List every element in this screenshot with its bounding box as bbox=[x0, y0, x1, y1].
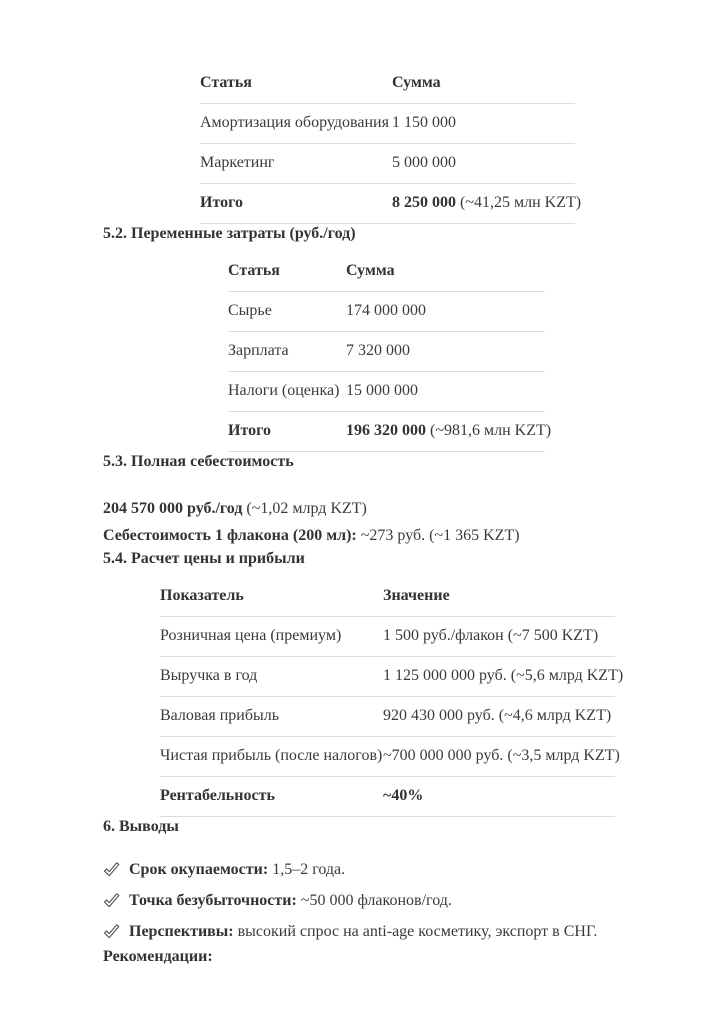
list-item-desc: высокий спрос на anti-age косметику, экспорт в СНГ. bbox=[233, 922, 598, 940]
table-total-row bbox=[228, 412, 545, 452]
list-item bbox=[103, 916, 724, 947]
cost-item-label: Налоги (оценка) bbox=[228, 372, 346, 412]
column-header-item: Статья bbox=[228, 260, 346, 292]
list-item-desc: 1,5–2 года. bbox=[268, 860, 346, 878]
table-total-row bbox=[160, 776, 615, 816]
recommendations-heading: Рекомендации: bbox=[103, 947, 213, 965]
total-label: Итого bbox=[200, 184, 392, 224]
indicator-label: Выручка в год bbox=[160, 656, 383, 696]
check-icon bbox=[103, 862, 120, 877]
column-header-amount: Сумма bbox=[346, 260, 545, 292]
unit-cost-line bbox=[103, 522, 724, 549]
table-row bbox=[160, 736, 615, 776]
list-item-term: Точка безубыточности: bbox=[129, 891, 297, 909]
full-cost-note: (~1,02 млрд KZT) bbox=[242, 500, 367, 518]
cost-item-label: Зарплата bbox=[228, 332, 346, 372]
profitability-label: Рентабельность bbox=[160, 776, 383, 816]
price-profit-table bbox=[160, 585, 624, 817]
cost-item-amount: 174 000 000 bbox=[346, 292, 545, 332]
total-label: Итого bbox=[228, 412, 346, 452]
column-header-item: Статья bbox=[200, 72, 392, 104]
table-row bbox=[200, 104, 575, 144]
column-header-value: Значение bbox=[383, 585, 615, 617]
table-row bbox=[228, 292, 545, 332]
table-row bbox=[228, 332, 545, 372]
total-amount-note: (~981,6 млн KZT) bbox=[426, 422, 552, 440]
section-6-heading: 6. Выводы bbox=[103, 817, 179, 835]
list-item bbox=[103, 885, 724, 916]
fixed-costs-table bbox=[200, 72, 582, 224]
cost-item-label: Сырье bbox=[228, 292, 346, 332]
total-amount-note: (~41,25 млн KZT) bbox=[456, 194, 582, 211]
indicator-label: Розничная цена (премиум) bbox=[160, 616, 383, 656]
list-item-term: Перспективы: bbox=[129, 922, 234, 940]
indicator-value: ~700 000 000 руб. (~3,5 млрд KZT) bbox=[383, 736, 615, 776]
list-item bbox=[103, 854, 724, 885]
total-amount bbox=[346, 412, 552, 452]
section-5-4-heading: 5.4. Расчет цены и прибыли bbox=[103, 550, 305, 568]
variable-costs-table bbox=[228, 260, 552, 452]
column-header-amount: Сумма bbox=[392, 72, 575, 104]
indicator-value: 1 500 руб./флакон (~7 500 KZT) bbox=[383, 616, 615, 656]
section-5-3-heading: 5.3. Полная себестоимость bbox=[103, 453, 294, 471]
list-item-text bbox=[129, 854, 345, 885]
unit-cost-value: ~273 руб. (~1 365 KZT) bbox=[356, 527, 520, 545]
cost-item-label: Маркетинг bbox=[200, 144, 392, 184]
cost-item-label: Амортизация оборудования bbox=[200, 104, 392, 144]
table-row bbox=[160, 696, 615, 736]
total-amount-value: 196 320 000 bbox=[346, 422, 426, 440]
check-icon bbox=[103, 924, 120, 939]
indicator-label: Валовая прибыль bbox=[160, 696, 383, 736]
indicator-value: 920 430 000 руб. (~4,6 млрд KZT) bbox=[383, 696, 615, 736]
cost-item-amount: 7 320 000 bbox=[346, 332, 545, 372]
cost-item-amount: 15 000 000 bbox=[346, 372, 545, 412]
profitability-value: ~40% bbox=[383, 776, 615, 816]
indicator-label: Чистая прибыль (после налогов) bbox=[160, 736, 383, 776]
list-item-term: Срок окупаемости: bbox=[129, 860, 269, 878]
list-item-text bbox=[129, 916, 597, 947]
section-5-2-heading: 5.2. Переменные затраты (руб./год) bbox=[103, 225, 356, 242]
total-amount bbox=[392, 184, 582, 224]
table-row bbox=[228, 372, 545, 412]
list-item-desc: ~50 000 флаконов/год. bbox=[296, 891, 452, 909]
list-item-text bbox=[129, 885, 452, 916]
table-row bbox=[160, 616, 615, 656]
table-header-row bbox=[200, 72, 575, 104]
column-header-indicator: Показатель bbox=[160, 585, 383, 617]
total-amount-value: 8 250 000 bbox=[392, 194, 456, 211]
table-header-row bbox=[160, 585, 615, 617]
cost-item-amount: 1 150 000 bbox=[392, 104, 575, 144]
table-total-row bbox=[200, 184, 575, 224]
unit-cost-label: Себестоимость 1 флакона (200 мл): bbox=[103, 527, 357, 545]
cost-item-amount: 5 000 000 bbox=[392, 144, 575, 184]
full-cost-line bbox=[103, 495, 724, 522]
indicator-value: 1 125 000 000 руб. (~5,6 млрд KZT) bbox=[383, 656, 615, 696]
full-cost-value: 204 570 000 руб./год bbox=[103, 500, 243, 518]
table-header-row bbox=[228, 260, 545, 292]
conclusions-list bbox=[0, 854, 724, 947]
table-row bbox=[200, 144, 575, 184]
table-row bbox=[160, 656, 615, 696]
check-icon bbox=[103, 893, 120, 908]
